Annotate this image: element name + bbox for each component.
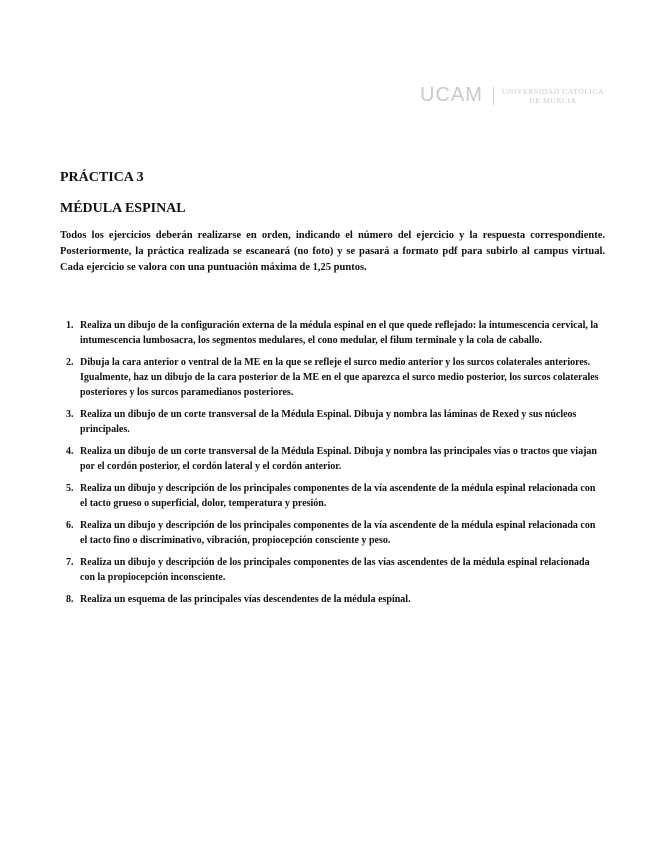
task-text: Realiza un dibujo y descripción de los principales componentes de la vía ascendente de la médula espinal relacionada con el tacto fino o discriminativo, vibración, propiocepción consciente y peso. — [80, 520, 596, 546]
task-text: Realiza un dibujo de la configuración externa de la médula espinal en el que quede reflejado: la intumescencia cervical, la intumescencia lumbosacra, los segmentos medulares, el cono medular, el filum terminale y la cola de caballo. — [80, 320, 599, 346]
logo-mark: UCAM — [420, 84, 483, 106]
task-item — [66, 481, 604, 511]
task-list — [66, 318, 604, 614]
task-text: Realiza un esquema de las principales vías descendentes de la médula espinal. — [80, 594, 411, 605]
task-number: 7. — [66, 557, 74, 568]
task-number: 6. — [66, 520, 74, 531]
task-number: 3. — [66, 409, 74, 420]
task-number: 2. — [66, 357, 74, 368]
task-text: Realiza un dibujo de un corte transversal de la Médula Espinal. Dibuja y nombra las principales vías o tractos que viajan por el cordón posterior, el cordón lateral y el cordón anterior. — [80, 446, 597, 472]
task-text: Realiza un dibujo y descripción de los principales componentes de las vías ascendentes de la médula espinal relacionada con la propiocepción inconsciente. — [80, 557, 590, 583]
task-item — [66, 555, 604, 585]
instructions-paragraph: Todos los ejercicios deberán realizarse en orden, indicando el número del ejercicio y la respuesta correspondiente. Posteriormente, la práctica realizada se escaneará (no foto) y se pasará a formato pdf para subirlo al campus virtual. Cada ejercicio se valora con una puntuación máxima de 1,25 puntos. — [60, 230, 605, 273]
task-number: 8. — [66, 594, 74, 605]
logo-subtitle-line: UNIVERSIDAD CATÓLICA — [501, 86, 605, 96]
task-item — [66, 592, 604, 607]
task-text: Realiza un dibujo de un corte transversal de la Médula Espinal. Dibuja y nombra las láminas de Rexed y sus núcleos principales. — [80, 409, 577, 435]
logo-divider — [493, 87, 494, 105]
task-item — [66, 318, 604, 348]
document-subtitle: MÉDULA ESPINAL — [60, 201, 186, 216]
task-item — [66, 355, 604, 400]
task-item — [66, 407, 604, 437]
task-number: 5. — [66, 483, 74, 494]
document-title: PRÁCTICA 3 — [60, 170, 144, 185]
task-item — [66, 518, 604, 548]
task-number: 1. — [66, 320, 74, 331]
logo-subtitle — [502, 87, 604, 105]
task-item — [66, 444, 604, 474]
task-number: 4. — [66, 446, 74, 457]
task-text: Dibuja la cara anterior o ventral de la ME en la que se refleje el surco medio anterior y los surcos colaterales anteriores. Igualmente, haz un dibujo de la cara posterior de la ME en el que aparezca el surco medio posterior, los surcos colaterales posteriores y los surcos paramedianos posteriores. — [80, 357, 599, 398]
task-text: Realiza un dibujo y descripción de los principales componentes de la vía ascendente de la médula espinal relacionada con el tacto grueso o superficial, dolor, temperatura y presión. — [80, 483, 596, 509]
logo-subtitle-line: DE MURCIA — [529, 95, 577, 105]
ucam-logo — [420, 84, 604, 107]
